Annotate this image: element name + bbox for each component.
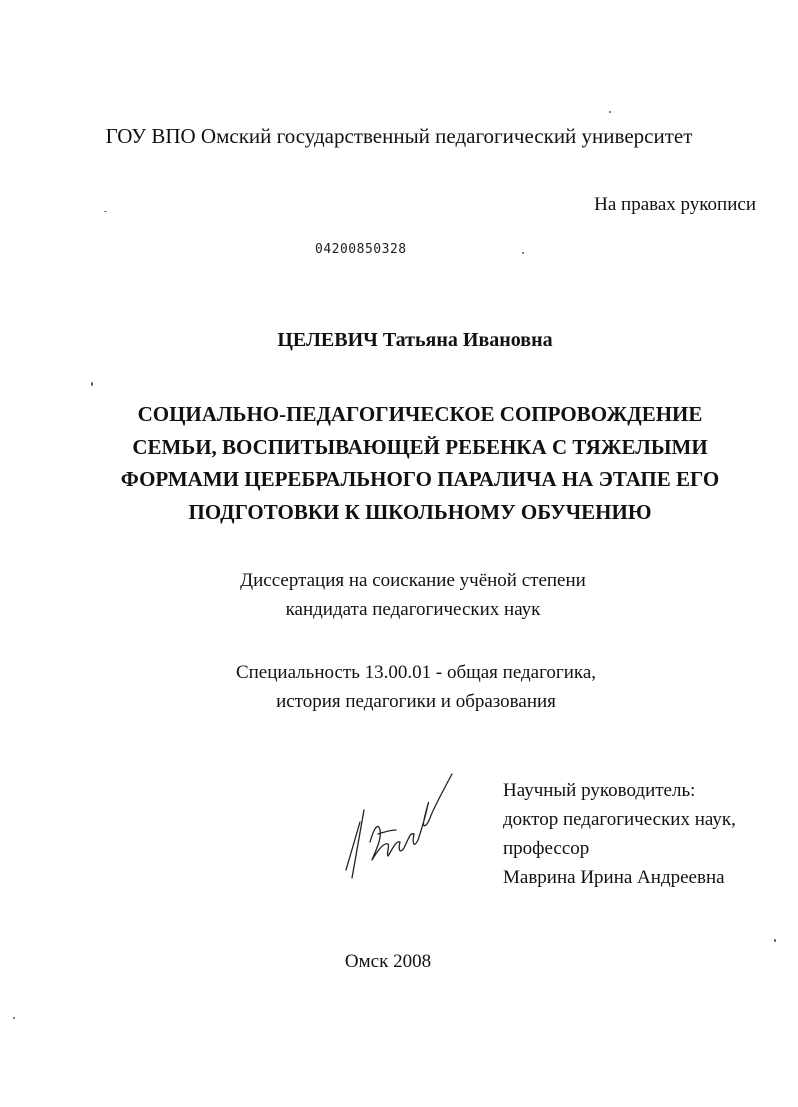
- degree-statement: [0, 566, 798, 624]
- degree-line-2: кандидата педагогических наук: [285, 599, 541, 620]
- supervisor-line-2: доктор педагогических наук,: [503, 809, 736, 830]
- scan-speck: [609, 111, 611, 113]
- supervisor-info: [503, 776, 736, 892]
- title-line-3: ФОРМАМИ ЦЕРЕБРАЛЬНОГО ПАРАЛИЧА НА ЭТАПЕ ЕГО: [120, 467, 720, 491]
- supervisor-line-4: Маврина Ирина Андреевна: [503, 867, 725, 888]
- scan-speck: [522, 252, 524, 254]
- scan-speck: [104, 211, 107, 212]
- scan-speck: [774, 939, 776, 942]
- supervisor-line-3: профессор: [503, 838, 590, 859]
- rights-note: На правах рукописи: [594, 194, 756, 215]
- author-name: ЦЕЛЕВИЧ Татьяна Ивановна: [277, 329, 553, 351]
- specialty-line-2: история педагогики и образования: [276, 691, 556, 712]
- specialty-statement: [0, 658, 798, 716]
- supervisor-line-1: Научный руководитель:: [503, 780, 696, 801]
- catalog-number: 04200850328: [315, 242, 407, 257]
- title-line-2: СЕМЬИ, ВОСПИТЫВАЮЩЕЙ РЕБЕНКА С ТЯЖЕЛЫМИ: [132, 434, 708, 459]
- degree-line-1: Диссертация на соискание учёной степени: [240, 570, 586, 591]
- dissertation-title: [60, 398, 780, 528]
- title-line-1: СОЦИАЛЬНО-ПЕДАГОГИЧЕСКОЕ СОПРОВОЖДЕНИЕ: [137, 402, 703, 426]
- signature-icon: [338, 770, 458, 880]
- scan-speck: [13, 1017, 15, 1019]
- title-line-4: ПОДГОТОВКИ К ШКОЛЬНОМУ ОБУЧЕНИЮ: [188, 499, 652, 524]
- university-name: ГОУ ВПО Омский государственный педагогический университет: [105, 124, 693, 148]
- specialty-line-1: Специальность 13.00.01 - общая педагогика,: [235, 662, 597, 683]
- city-year: Омск 2008: [344, 951, 432, 972]
- scan-speck: [91, 382, 93, 386]
